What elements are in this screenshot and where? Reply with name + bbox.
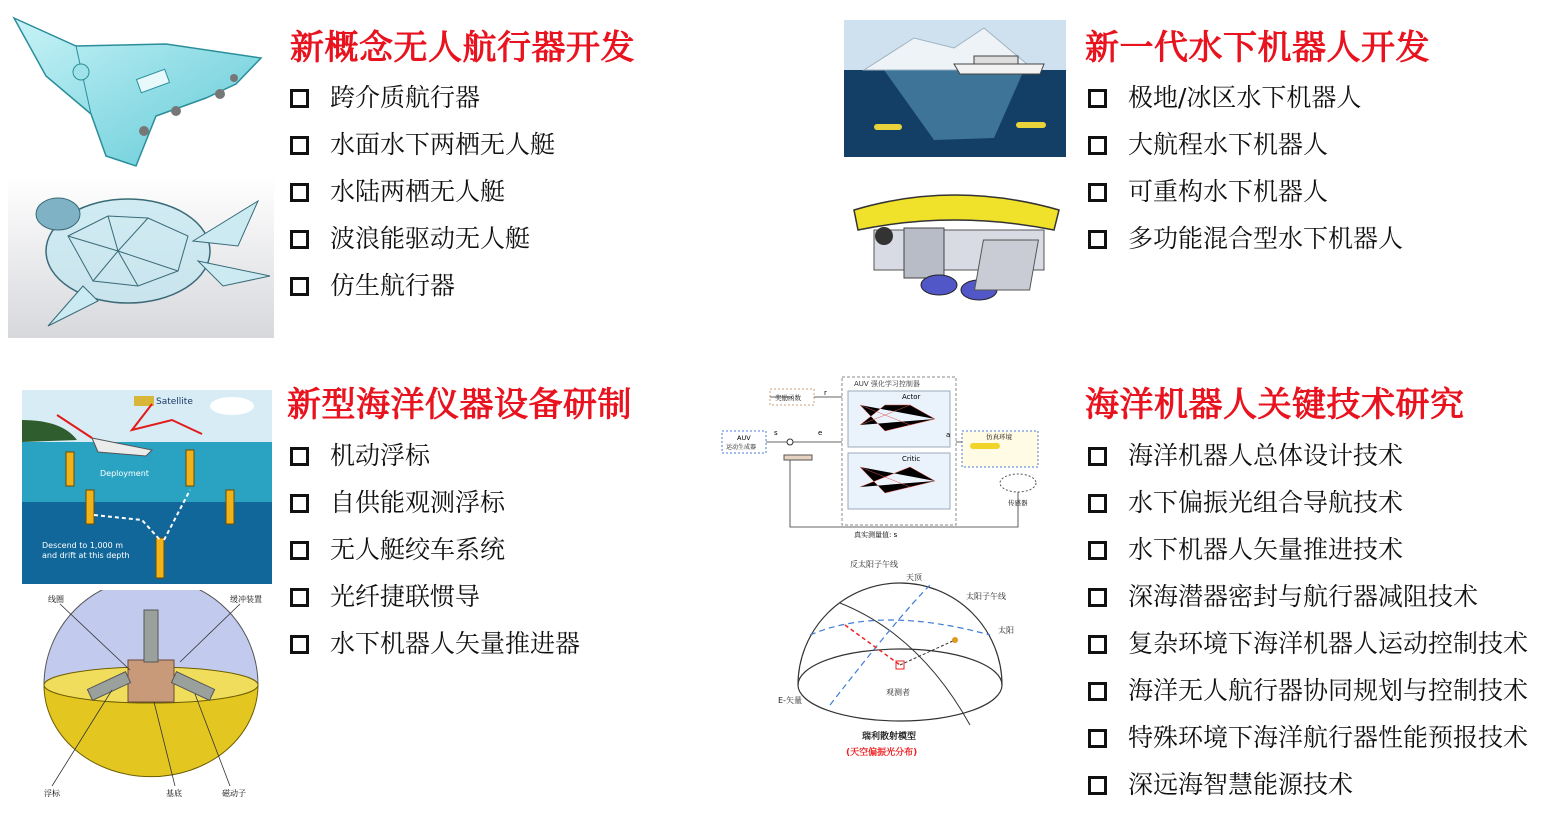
list-item: 自供能观测浮标 <box>290 479 580 526</box>
list-item: 复杂环境下海洋机器人运动控制技术 <box>1088 620 1528 667</box>
checkbox-icon <box>290 89 309 108</box>
checkbox-icon <box>1088 230 1107 249</box>
checkbox-icon <box>1088 729 1107 748</box>
rl-controller-diagram <box>720 375 1042 547</box>
checkbox-icon <box>290 588 309 607</box>
sphere-label-coil: 线圈 <box>48 595 64 604</box>
sun-meridian-label: 太阳子午线 <box>966 592 1006 601</box>
list-item: 水下偏振光组合导航技术 <box>1088 479 1528 526</box>
zenith-label: 天顶 <box>906 573 922 582</box>
et-label: e <box>818 429 823 437</box>
at-label: a <box>946 431 951 439</box>
key-technologies-list <box>1088 432 1528 808</box>
list-item: 水下机器人矢量推进技术 <box>1088 526 1528 573</box>
section-title-new-underwater-robots: 新一代水下机器人开发 <box>1085 28 1430 68</box>
sphere-label-buffer: 缓冲装置 <box>230 595 262 604</box>
checkbox-icon <box>1088 635 1107 654</box>
polar-auv-image <box>844 20 1066 157</box>
checkbox-icon <box>1088 541 1107 560</box>
checkbox-icon <box>1088 89 1107 108</box>
checkbox-icon <box>1088 682 1107 701</box>
section-title-ocean-instruments: 新型海洋仪器设备研制 <box>287 385 632 425</box>
list-item: 海洋无人航行器协同规划与控制技术 <box>1088 667 1528 714</box>
list-item: 深远海智慧能源技术 <box>1088 761 1528 808</box>
section-title-new-concept-vehicles: 新概念无人航行器开发 <box>290 28 635 68</box>
sim-env-label: 仿真环境 <box>986 433 1012 441</box>
rayleigh-subcaption: (天空偏振光分布) <box>846 748 918 758</box>
checkbox-icon <box>1088 588 1107 607</box>
checkbox-icon <box>290 494 309 513</box>
list-item: 水面水下两栖无人艇 <box>290 121 555 168</box>
cross-medium-vehicle-image <box>6 6 272 174</box>
reward-label: 奖励函数 <box>775 394 801 402</box>
descend-label-2: and drift at this depth <box>42 551 130 560</box>
satellite-label: Satellite <box>156 397 193 407</box>
rayleigh-model-image <box>770 555 1030 765</box>
checkbox-icon <box>1088 494 1107 513</box>
list-item: 水陆两栖无人艇 <box>290 168 555 215</box>
checkbox-icon <box>290 541 309 560</box>
new-underwater-robots-list <box>1088 74 1403 262</box>
actor-label: Actor <box>902 393 921 401</box>
list-item: 海洋机器人总体设计技术 <box>1088 432 1528 479</box>
buoy-sphere-image <box>30 590 272 800</box>
list-item: 光纤捷联惯导 <box>290 573 580 620</box>
descend-label-1: Descend to 1,000 m <box>42 541 124 550</box>
e-vector-label: E-矢量 <box>778 696 802 705</box>
list-item: 可重构水下机器人 <box>1088 168 1403 215</box>
section-title-key-technologies: 海洋机器人关键技术研究 <box>1085 385 1465 425</box>
critic-label: Critic <box>902 455 921 463</box>
anti-sun-meridian-label: 反太阳子午线 <box>850 560 898 569</box>
sun-label: 太阳 <box>998 626 1014 635</box>
list-item: 波浪能驱动无人艇 <box>290 215 555 262</box>
checkbox-icon <box>290 183 309 202</box>
motion-generator-label: 运动生成器 <box>726 444 757 451</box>
checkbox-icon <box>1088 447 1107 466</box>
checkbox-icon <box>290 635 309 654</box>
reconfigurable-rov-image <box>844 180 1066 310</box>
list-item: 机动浮标 <box>290 432 580 479</box>
list-item: 水下机器人矢量推进器 <box>290 620 580 667</box>
list-item: 多功能混合型水下机器人 <box>1088 215 1403 262</box>
new-concept-vehicles-list <box>290 74 555 309</box>
rt-label: r <box>824 389 827 397</box>
buoy-deployment-image <box>22 390 272 584</box>
checkbox-icon <box>290 230 309 249</box>
list-item: 大航程水下机器人 <box>1088 121 1403 168</box>
st-label: s <box>774 429 778 437</box>
checkbox-icon <box>290 136 309 155</box>
sphere-label-buoy: 浮标 <box>44 789 60 798</box>
checkbox-icon <box>1088 776 1107 795</box>
measurement-label: 真实测量值: s <box>854 531 898 539</box>
sphere-label-mover: 磁动子 <box>222 789 246 798</box>
list-item: 仿生航行器 <box>290 262 555 309</box>
rayleigh-caption: 瑞利散射模型 <box>862 732 917 742</box>
list-item: 极地/冰区水下机器人 <box>1088 74 1403 121</box>
ocean-instruments-list <box>290 432 580 667</box>
bionic-turtle-image <box>8 176 274 338</box>
list-item: 无人艇绞车系统 <box>290 526 580 573</box>
auv-label: AUV <box>737 434 751 442</box>
sensor-label: 传感器 <box>1008 499 1028 507</box>
checkbox-icon <box>290 447 309 466</box>
checkbox-icon <box>1088 183 1107 202</box>
observer-label: 观测者 <box>886 688 910 697</box>
sphere-label-base: 基底 <box>166 789 182 798</box>
checkbox-icon <box>290 277 309 296</box>
deployment-label: Deployment <box>100 469 149 478</box>
list-item: 深海潜器密封与航行器减阻技术 <box>1088 573 1528 620</box>
list-item: 特殊环境下海洋航行器性能预报技术 <box>1088 714 1528 761</box>
checkbox-icon <box>1088 136 1107 155</box>
list-item: 跨介质航行器 <box>290 74 555 121</box>
rl-controller-label: AUV 强化学习控制器 <box>854 380 920 388</box>
